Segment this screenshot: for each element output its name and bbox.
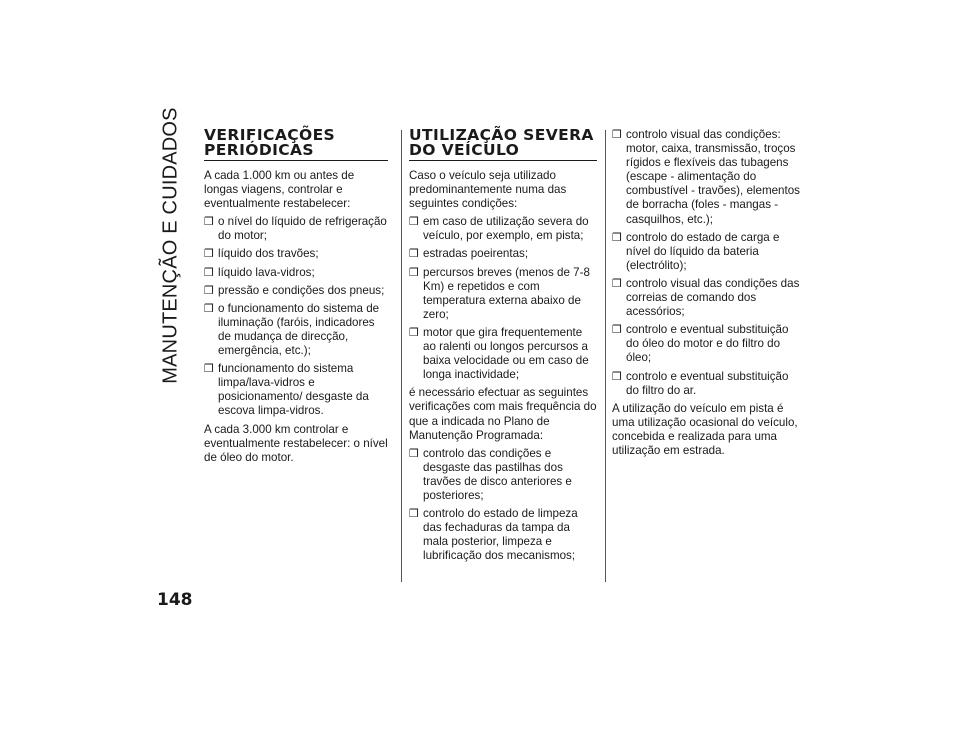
checkbox-bullet-icon: ❒ xyxy=(612,369,622,383)
list-item xyxy=(409,247,597,261)
column-periodic-checks xyxy=(204,128,388,469)
list-item-text: controlo visual das condições: motor, caixa, transmissão, troços rígidos e flexíveis das tubagens (escape - alimentação do combustível - travões), elementos de borracha (foles - mangas - casquilhos, etc.); xyxy=(626,128,800,226)
list-item xyxy=(204,284,388,298)
checkbox-bullet-icon: ❒ xyxy=(204,301,214,315)
list-item xyxy=(612,128,802,227)
list-item xyxy=(204,266,388,280)
column-divider-2 xyxy=(605,130,606,582)
middle-paragraph: é necessário efectuar as seguintes verificações com mais frequência do que a indicada no Plano de Manutenção Programada: xyxy=(409,386,597,442)
checkbox-bullet-icon: ❒ xyxy=(409,446,419,460)
intro-paragraph: Caso o veículo seja utilizado predominantemente numa das seguintes condições: xyxy=(409,169,567,211)
list-item-text: funcionamento do sistema limpa/lava-vidros e posicionamento/ desgaste da escova limpa-vidros. xyxy=(218,362,369,418)
checkbox-bullet-icon: ❒ xyxy=(409,265,419,279)
outro-paragraph: A utilização do veículo em pista é uma utilização ocasional do veículo, concebida e realizada para uma utilização em estrada. xyxy=(612,401,798,457)
list-item-text: controlo visual das condições das correias de comando dos acessórios; xyxy=(626,276,800,319)
list-item xyxy=(612,323,802,365)
list-item xyxy=(204,215,388,243)
list-item-text: percursos breves (menos de 7-8 Km) e repetidos e com temperatura externa abaixo de zero; xyxy=(423,265,590,321)
list-item xyxy=(612,370,802,398)
page-number: 148 xyxy=(157,590,193,610)
list-item xyxy=(409,326,597,382)
checkbox-bullet-icon: ❒ xyxy=(612,276,622,290)
list-item xyxy=(204,302,388,358)
list-item xyxy=(612,277,802,319)
section-tab-label: MANUTENÇÃO E CUIDADOS xyxy=(159,106,182,384)
checkbox-bullet-icon: ❒ xyxy=(409,247,419,261)
list-item-text: controlo das condições e desgaste das pastilhas dos travões de disco anteriores e posteriores; xyxy=(423,446,572,502)
checkbox-bullet-icon: ❒ xyxy=(409,215,419,229)
list-item-text: controlo do estado de limpeza das fechaduras da tampa da mala posterior, limpeza e lubrificação dos mecanismos; xyxy=(423,507,578,563)
list-item-text: em caso de utilização severa do veículo, por exemplo, em pista; xyxy=(423,215,589,243)
column-severe-use xyxy=(409,128,597,567)
checkbox-bullet-icon: ❒ xyxy=(204,215,214,229)
checkbox-bullet-icon: ❒ xyxy=(409,325,419,339)
list-item-text: controlo e eventual substituição do óleo do motor e do filtro do óleo; xyxy=(626,323,789,365)
checkbox-bullet-icon: ❒ xyxy=(409,507,419,521)
list-item-text: motor que gira frequentemente ao ralenti ou longos percursos a baixa velocidade ou em caso de longa inactividade; xyxy=(423,325,589,382)
outro-paragraph: A cada 3.000 km controlar e eventualmente restabelecer: o nível de óleo do motor. xyxy=(204,422,388,464)
heading-severe-use: UTILIZAÇÃO SEVERA DO VEÍCULO xyxy=(409,128,597,161)
list-item-text: líquido dos travões; xyxy=(218,247,319,261)
checkbox-bullet-icon: ❒ xyxy=(204,283,214,297)
section-tab xyxy=(153,106,189,384)
checkbox-bullet-icon: ❒ xyxy=(612,128,622,141)
list-item-text: controlo e eventual substituição do filtro do ar. xyxy=(626,369,789,397)
list-item xyxy=(204,247,388,261)
list-item xyxy=(409,215,597,243)
column-continued-checks xyxy=(612,128,802,462)
list-item-text: líquido lava-vidros; xyxy=(218,265,315,279)
checkbox-bullet-icon: ❒ xyxy=(204,247,214,261)
checkbox-bullet-icon: ❒ xyxy=(204,362,214,376)
intro-paragraph: A cada 1.000 km ou antes de longas viagens, controlar e eventualmente restabelecer: xyxy=(204,169,355,211)
list-item-text: o funcionamento do sistema de iluminação (faróis, indicadores de mudança de direcção, emergência, etc.); xyxy=(218,301,380,358)
list-item xyxy=(612,231,802,273)
list-item xyxy=(409,507,597,563)
list-item-text: controlo do estado de carga e nível do líquido da bateria (electrólito); xyxy=(626,230,780,272)
list-item-text: o nível do líquido de refrigeração do motor; xyxy=(218,215,387,243)
checkbox-bullet-icon: ❒ xyxy=(612,230,622,244)
list-item-text: estradas poeirentas; xyxy=(423,247,529,261)
list-item xyxy=(409,266,597,322)
checkbox-bullet-icon: ❒ xyxy=(612,323,622,337)
list-item-text: pressão e condições dos pneus; xyxy=(218,283,385,297)
heading-periodic-checks: VERIFICAÇÕES PERIÓDICAS xyxy=(204,128,388,161)
column-divider-1 xyxy=(401,130,402,582)
checkbox-bullet-icon: ❒ xyxy=(204,265,214,279)
list-item xyxy=(409,447,597,503)
list-item xyxy=(204,362,388,418)
